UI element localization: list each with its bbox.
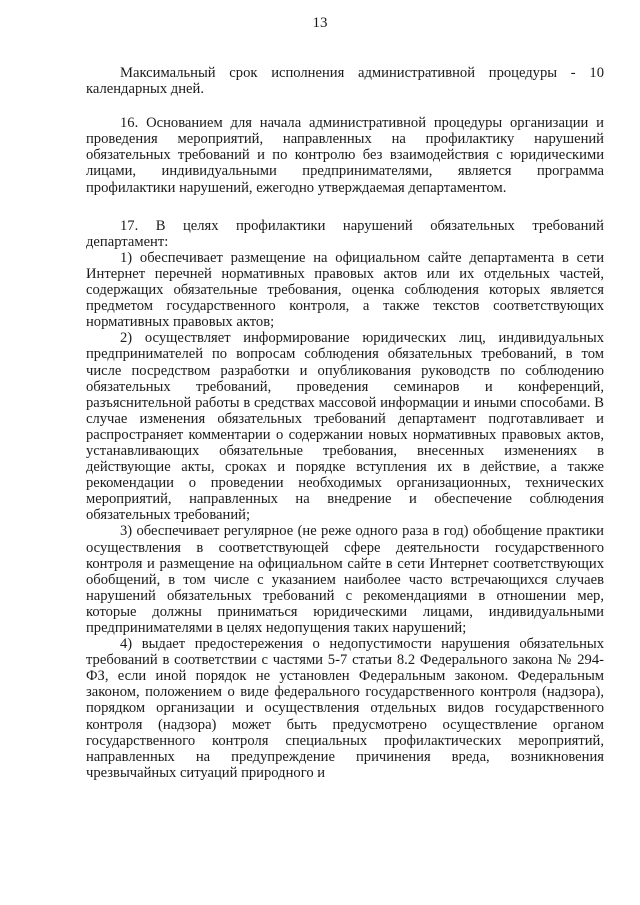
document-body: [86, 65, 604, 781]
page-number: 13: [312, 15, 328, 31]
paragraph-17-item-1: 1) обеспечивает размещение на официальном сайте департамента в сети Интернет перечней нормативных правовых актов или их отдельных частей, содержащих обязательные требования, оценка соблюдения которых является предметом государственного контроля, а также текстов соответствующих нормативных правовых актов;: [86, 249, 604, 331]
paragraph-17-item-2: 2) осуществляет информирование юридических лиц, индивидуальных предпринимателей по вопросам соблюдения обязательных требований, в том числе посредством разработки и опубликования руководств по соблюдению обязательных требований, проведения семинаров и конференций, разъяснительной работы в средствах массовой информации и иными способами. В случае изменения обязательных требований департамент подготавливает и распространяет комментарии о содержании новых нормативных правовых актов, устанавливающих обязательные требования, внесенных изменениях в действующие акты, сроках и порядке вступления их в действие, а также рекомендации о проведении необходимых организационных, технических мероприятий, направленных на внедрение и обеспечение соблюдения обязательных требований;: [86, 330, 604, 524]
paragraph-max-term: Максимальный срок исполнения административной процедуры - 10 календарных дней.: [86, 65, 604, 98]
paragraph-16: 16. Основанием для начала административной процедуры организации и проведения мероприятий, направленных на профилактику нарушений обязательных требований и по контролю без взаимодействия с юридическими лицами, индивидуальными предпринимателями, является программа профилактики нарушений, ежегодно утверждаемая департаментом.: [86, 115, 604, 196]
paragraph-17: 17. В целях профилактики нарушений обязательных требований департамент:: [86, 217, 604, 250]
paragraph-17-item-3: 3) обеспечивает регулярное (не реже одного раза в год) обобщение практики осуществления в соответствующей сфере деятельности государственного контроля и размещение на официальном сайте в сети Интернет соответствующих обобщений, в том числе с указанием наиболее часто встречающихся случаев нарушений обязательных требований с рекомендациями в отношении мер, которые должны приниматься юридическими лицами, индивидуальными предпринимателями в целях недопущения таких нарушений;: [86, 523, 604, 636]
paragraph-17-item-4: 4) выдает предостережения о недопустимости нарушения обязательных требований в соответствии с частями 5-7 статьи 8.2 Федерального закона № 294-ФЗ, если иной порядок не установлен Федеральным законом. Федеральным законом, положением о виде федерального государственного контроля (надзора), порядком организации и осуществления отдельных видов государственного контроля (надзора) может быть предусмотрено осуществление органом государственного контроля специальных профилактических мероприятий, направленных на предупреждение причинения вреда, возникновения чрезвычайных ситуаций природного и: [86, 636, 604, 781]
